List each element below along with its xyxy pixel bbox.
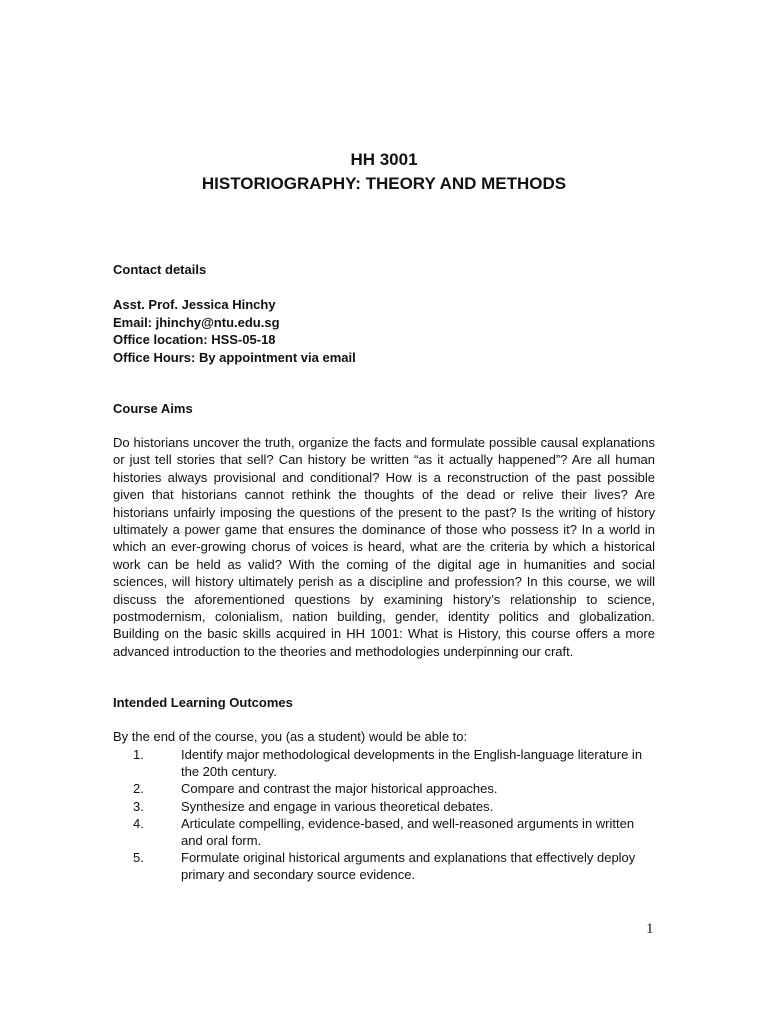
list-text: Identify major methodological developments in the English-language literature in the 20th century.: [181, 747, 643, 780]
list-text: Formulate original historical arguments and explanations that effectively deploy primary and secondary source evidence.: [181, 850, 636, 883]
list-number: 5.: [133, 850, 144, 866]
course-title: HISTORIOGRAPHY: THEORY AND METHODS: [201, 174, 567, 193]
title-block: [0, 148, 768, 196]
list-text: Articulate compelling, evidence-based, and well-reasoned arguments in written and oral form.: [181, 815, 635, 849]
list-item: [113, 746, 655, 780]
list-item: [113, 798, 655, 815]
outcomes-intro: By the end of the course, you (as a student) would be able to:: [113, 729, 468, 744]
instructor-email: Email: jhinchy@ntu.edu.sg: [113, 314, 280, 330]
instructor-name: Asst. Prof. Jessica Hinchy: [113, 297, 276, 312]
course-aims-heading: Course Aims: [113, 401, 193, 416]
list-number: 2.: [133, 781, 144, 797]
page-number: 1: [646, 921, 654, 937]
office-location: Office location: HSS-05-18: [113, 332, 276, 347]
list-text: Synthesize and engage in various theoretical debates.: [181, 798, 494, 814]
list-item: [113, 849, 655, 883]
list-number: 4.: [133, 815, 144, 831]
list-number: 1.: [133, 747, 144, 762]
course-code: HH 3001: [350, 150, 418, 169]
contact-details: [113, 296, 356, 366]
list-item: [113, 780, 655, 797]
list-number: 3.: [133, 798, 144, 814]
list-text: Compare and contrast the major historical approaches.: [181, 781, 498, 797]
contact-heading: Contact details: [113, 262, 207, 277]
course-aims-body: Do historians uncover the truth, organize the facts and formulate possible causal explanations or just tell stories that sell? Can history be written “as it actually happened”? Are all human histories always provisional and conditional? How is a reconstruction of the past possible given that historians cannot rethink the thoughts of the dead or relive their lives? Are historians unfairly imposing the questions of the present to the past? Is the writing of history ultimately a power game that ensures the dominance of those who possess it? In a world in which an ever-growing chorus of voices is heard, what are the criteria by which a historical work can be held as valid? With the coming of the digital age in humanities and social sciences, will history ultimately perish as a discipline and profession? In this course, we will discuss the aforementioned questions by examining history’s relationship to science, postmodernism, colonialism, nation building, gender, identity politics and globalization. Building on the basic skills acquired in HH 1001: What is History, this course offers a more advanced introduction to the theories and methodologies underpinning our craft.: [113, 435, 655, 659]
outcomes-heading: Intended Learning Outcomes: [113, 695, 293, 710]
list-item: [113, 815, 655, 849]
outcomes-list: [113, 746, 655, 884]
office-hours: Office Hours: By appointment via email: [113, 349, 356, 365]
